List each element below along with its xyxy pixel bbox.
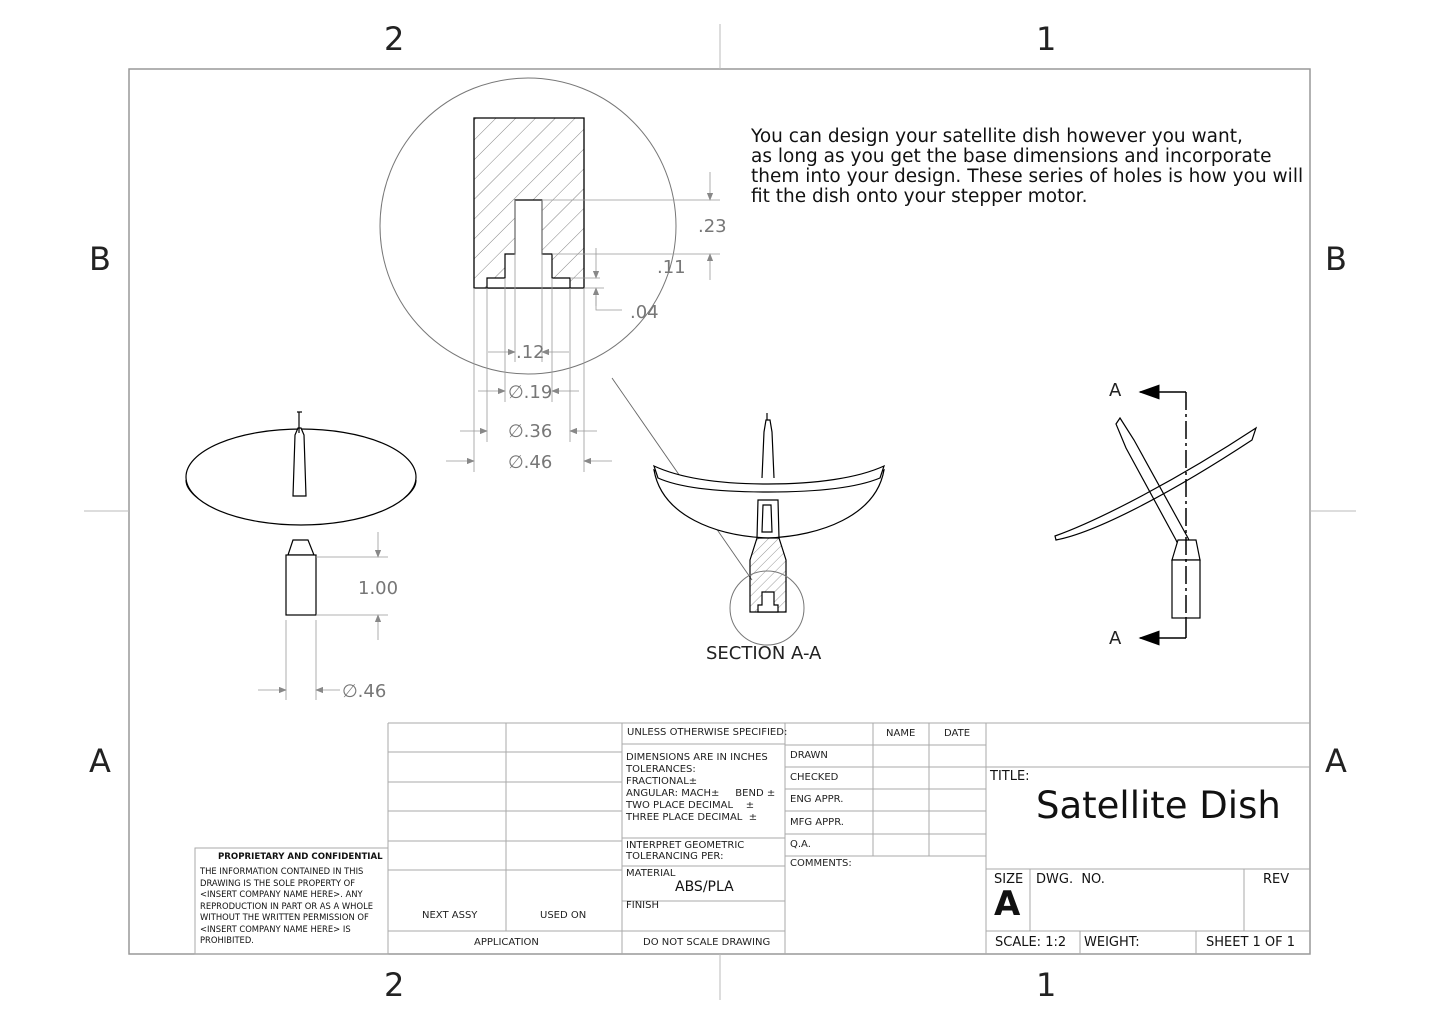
title-label: TITLE: [990,769,1030,784]
role-checked: CHECKED [790,772,839,783]
size-label: SIZE [994,872,1024,887]
dimension-023: .23 [698,216,727,237]
rev-label: REV [1263,872,1290,887]
dimension-dia-036: ∅.36 [508,421,553,442]
section-label: SECTION A-A [706,643,822,664]
zone-label-bottom-2: 2 [384,966,405,1004]
zone-label-a-right: A [1325,742,1347,780]
dimension-height: 1.00 [358,578,399,599]
cut-letter-bottom: A [1109,628,1122,649]
cut-letter-top: A [1109,380,1122,401]
next-assy-label: NEXT ASSY [422,910,478,921]
scale-label: SCALE: 1:2 [995,935,1067,950]
material-label: MATERIAL [626,868,676,879]
unless-specified: UNLESS OTHERWISE SPECIFIED: [627,727,788,738]
fractional-line: FRACTIONAL± [626,776,698,787]
dimension-dia-019: ∅.19 [508,382,553,403]
iso-dimension-lines [258,532,388,700]
date-header: DATE [944,728,971,739]
name-header: NAME [886,728,916,739]
application-label: APPLICATION [474,937,539,948]
proprietary-text: THE INFORMATION CONTAINED IN THIS DRAWING IS THE SOLE PROPERTY OF <INSERT COMPANY NAME HERE>. ANY REPRODUCTION IN PART OR AS A WHOLE WITHOUT THE WRITTEN PERMISSION OF <INSERT COMPANY NAME HERE> IS PROHIBITED. [200,866,374,945]
detail-section-body [474,118,584,288]
angular-line: ANGULAR: MACH± BEND ± [626,788,776,799]
dimension-dia-046: ∅.46 [508,452,553,473]
drawing-title: Satellite Dish [1036,784,1281,827]
dwg-no-label: DWG. NO. [1036,872,1105,887]
finish-label: FINISH [626,900,659,911]
dimension-base-dia: ∅.46 [342,681,387,702]
comments-label: COMMENTS: [790,858,852,869]
size-value: A [994,884,1021,924]
interpret-line-1: INTERPRET GEOMETRIC [626,840,745,851]
side-view [1055,418,1256,618]
design-note: You can design your satellite dish however you want, as long as you get the base dimensions and incorporate them into your design. These series of holes is how you will fit the dish onto your stepper motor. [751,126,1304,207]
role-qa: Q.A. [790,839,811,850]
two-place-line: TWO PLACE DECIMAL ± [626,800,755,811]
sheet-label: SHEET 1 OF 1 [1206,935,1296,950]
dimension-011: .11 [657,257,686,278]
dimensions-line: DIMENSIONS ARE IN INCHES [626,752,768,763]
interpret-line-2: TOLERANCING PER: [626,851,724,862]
weight-label: WEIGHT: [1084,935,1140,950]
zone-label-b-left: B [89,240,111,278]
zone-label-top-1: 1 [1036,20,1057,58]
zone-label-bottom-1: 1 [1036,966,1057,1004]
role-drawn: DRAWN [790,750,828,761]
role-mfg-appr: MFG APPR. [790,817,844,828]
dimension-012: .12 [516,342,545,363]
tolerances-line: TOLERANCES: [626,764,696,775]
zone-label-top-2: 2 [384,20,405,58]
zone-label-b-right: B [1325,240,1347,278]
dimension-004: .04 [630,302,659,323]
zone-label-a-left: A [89,742,111,780]
used-on-label: USED ON [540,910,587,921]
three-place-line: THREE PLACE DECIMAL ± [626,812,758,823]
section-view [654,413,884,612]
do-not-scale: DO NOT SCALE DRAWING [643,937,771,948]
proprietary-heading: PROPRIETARY AND CONFIDENTIAL [218,852,383,862]
role-eng-appr: ENG APPR. [790,794,844,805]
material-value: ABS/PLA [675,879,734,895]
